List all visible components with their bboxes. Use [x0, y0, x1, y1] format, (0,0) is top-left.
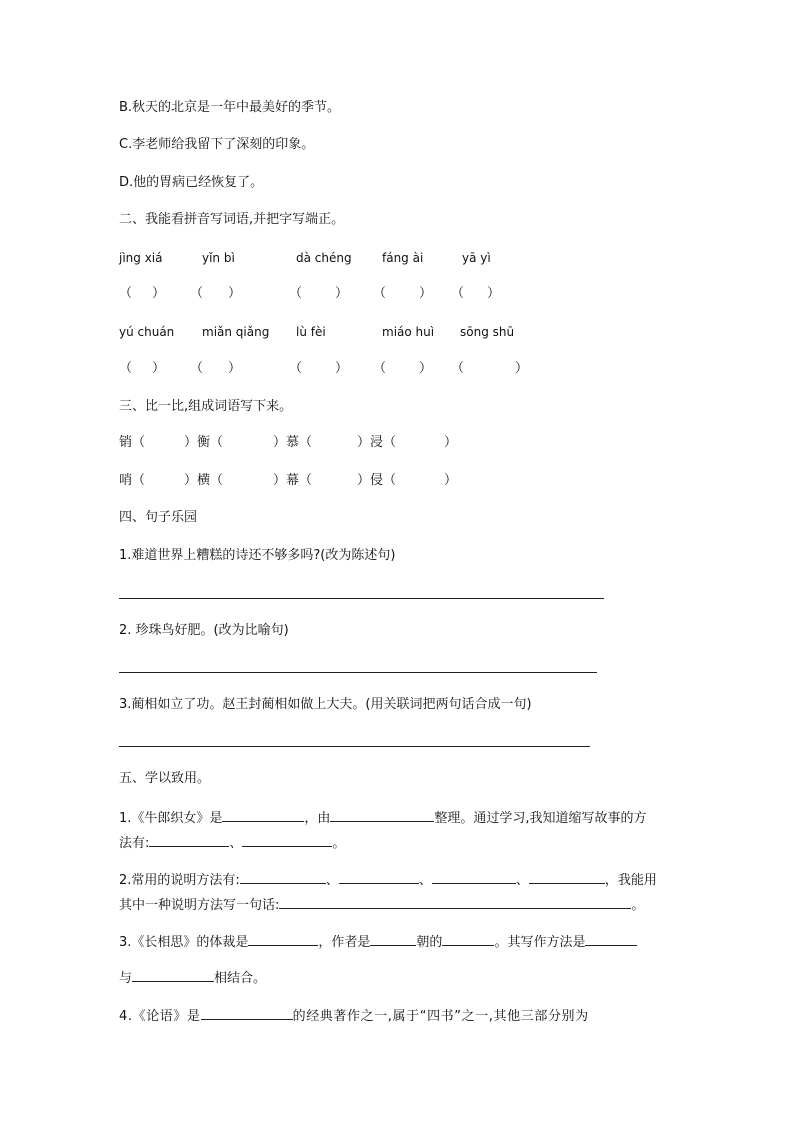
- fill-question-3-line-1: [119, 931, 637, 952]
- paren-open: （: [373, 361, 387, 376]
- blank[interactable]: [222, 807, 304, 822]
- paren-close: ）: [419, 286, 433, 301]
- paren-close: ）: [335, 361, 349, 376]
- fill-text: 3.《长相思》的体裁是: [119, 935, 249, 950]
- fill-text: 1.《牛郎织女》是: [119, 811, 223, 826]
- blank[interactable]: [132, 967, 214, 982]
- pinyin-item: dà chéng: [296, 251, 352, 265]
- fill-text: 相结合。: [214, 971, 267, 986]
- paren-open: （: [190, 286, 204, 301]
- answer-line-1[interactable]: [119, 598, 604, 599]
- compare-cell: ）: [444, 473, 458, 488]
- section-3-heading: 三、比一比,组成词语写下来。: [119, 399, 293, 414]
- blank[interactable]: [585, 931, 637, 946]
- paren-close: ）: [335, 286, 349, 301]
- fill-text: 朝的: [416, 935, 443, 950]
- pinyin-item: sōng shū: [460, 325, 515, 339]
- fill-text: ，作者是: [318, 935, 371, 950]
- paren-close: ）: [515, 361, 529, 376]
- blank[interactable]: [330, 807, 434, 822]
- fill-text: ，我能用: [604, 873, 657, 888]
- fill-question-4-line-1: [119, 1005, 589, 1026]
- pinyin-item: fáng ài: [382, 251, 424, 265]
- section-5-heading: 五、学以致用。: [119, 771, 211, 786]
- paren-close: ）: [487, 286, 501, 301]
- compare-cell: ）浸（: [357, 435, 397, 450]
- question-3: 3.蔺相如立了功。赵王封蔺相如做上大夫。(用关联词把两句话合成一句): [119, 697, 532, 712]
- option-b: B.秋天的北京是一年中最美好的季节。: [119, 100, 341, 115]
- blank[interactable]: [339, 869, 419, 884]
- compare-cell: ）: [444, 435, 458, 450]
- fill-text: 法有:: [119, 836, 150, 851]
- paren-open: （: [373, 286, 387, 301]
- fill-text: 。: [631, 898, 645, 913]
- paren-open: （: [119, 361, 133, 376]
- pinyin-item: yǐn bì: [202, 251, 235, 265]
- question-2: 2. 珍珠鸟好肥。(改为比喻句): [119, 623, 289, 638]
- pinyin-item: miáo huì: [382, 325, 435, 339]
- fill-question-3-line-2: [119, 967, 266, 988]
- paren-open: （: [119, 286, 133, 301]
- fill-text: 、: [229, 836, 243, 851]
- fill-text: 4.《论语》是: [119, 1009, 201, 1024]
- fill-text: 、: [515, 873, 529, 888]
- blank[interactable]: [432, 869, 516, 884]
- fill-text: 。: [332, 836, 346, 851]
- pinyin-item: jìng xiá: [119, 251, 163, 265]
- paren-open: （: [451, 361, 465, 376]
- question-1: 1.难道世界上糟糕的诗还不够多吗?(改为陈述句): [119, 548, 396, 563]
- blank[interactable]: [149, 832, 229, 847]
- paren-open: （: [451, 286, 465, 301]
- fill-question-1-line-1: [119, 807, 647, 828]
- pinyin-item: yú chuán: [119, 325, 175, 339]
- option-c: C.李老师给我留下了深刻的印象。: [119, 137, 315, 152]
- blank[interactable]: [529, 869, 605, 884]
- section-2-heading: 二、我能看拼音写词语,并把字写端正。: [119, 212, 345, 227]
- blank[interactable]: [442, 931, 494, 946]
- paren-close: ）: [152, 286, 166, 301]
- compare-cell: ）慕（: [273, 435, 313, 450]
- compare-cell: ）幕（: [273, 473, 313, 488]
- fill-text: 。其写作方法是: [494, 935, 586, 950]
- fill-text: ，由: [304, 811, 331, 826]
- paren-open: （: [190, 361, 204, 376]
- paren-open: （: [289, 286, 303, 301]
- fill-text: 其中一种说明方法写一句话:: [119, 898, 280, 913]
- paren-close: ）: [419, 361, 433, 376]
- blank[interactable]: [248, 931, 318, 946]
- blank[interactable]: [279, 894, 631, 909]
- fill-text: 2.常用的说明方法有:: [119, 873, 240, 888]
- fill-text: 、: [418, 873, 432, 888]
- paren-close: ）: [228, 286, 242, 301]
- option-d: D.他的胃病已经恢复了。: [119, 175, 264, 190]
- fill-question-1-line-2: [119, 832, 345, 853]
- pinyin-item: yā yì: [462, 251, 491, 265]
- fill-text: 、: [325, 873, 339, 888]
- pinyin-item: miǎn qiǎng: [202, 325, 270, 339]
- blank[interactable]: [201, 1005, 293, 1020]
- paren-close: ）: [228, 361, 242, 376]
- answer-line-3[interactable]: [119, 746, 590, 747]
- compare-cell: ）横（: [184, 473, 224, 488]
- fill-question-2-line-1: [119, 869, 657, 890]
- blank[interactable]: [242, 832, 332, 847]
- section-4-heading: 四、句子乐园: [119, 510, 198, 525]
- fill-text: 整理。通过学习,我知道缩写故事的方: [434, 811, 647, 826]
- compare-cell: 哨（: [119, 473, 146, 488]
- pinyin-item: lù fèi: [296, 325, 326, 339]
- paren-open: （: [289, 361, 303, 376]
- answer-line-2[interactable]: [119, 672, 597, 673]
- compare-cell: ）衡（: [184, 435, 224, 450]
- blank[interactable]: [240, 869, 326, 884]
- fill-text: 的经典著作之一,属于“四书”之一,其他三部分别为: [292, 1009, 589, 1024]
- fill-text: 与: [119, 971, 133, 986]
- compare-cell: 销（: [119, 435, 146, 450]
- fill-question-2-line-2: [119, 894, 644, 915]
- compare-cell: ）侵（: [357, 473, 397, 488]
- blank[interactable]: [370, 931, 416, 946]
- paren-close: ）: [152, 361, 166, 376]
